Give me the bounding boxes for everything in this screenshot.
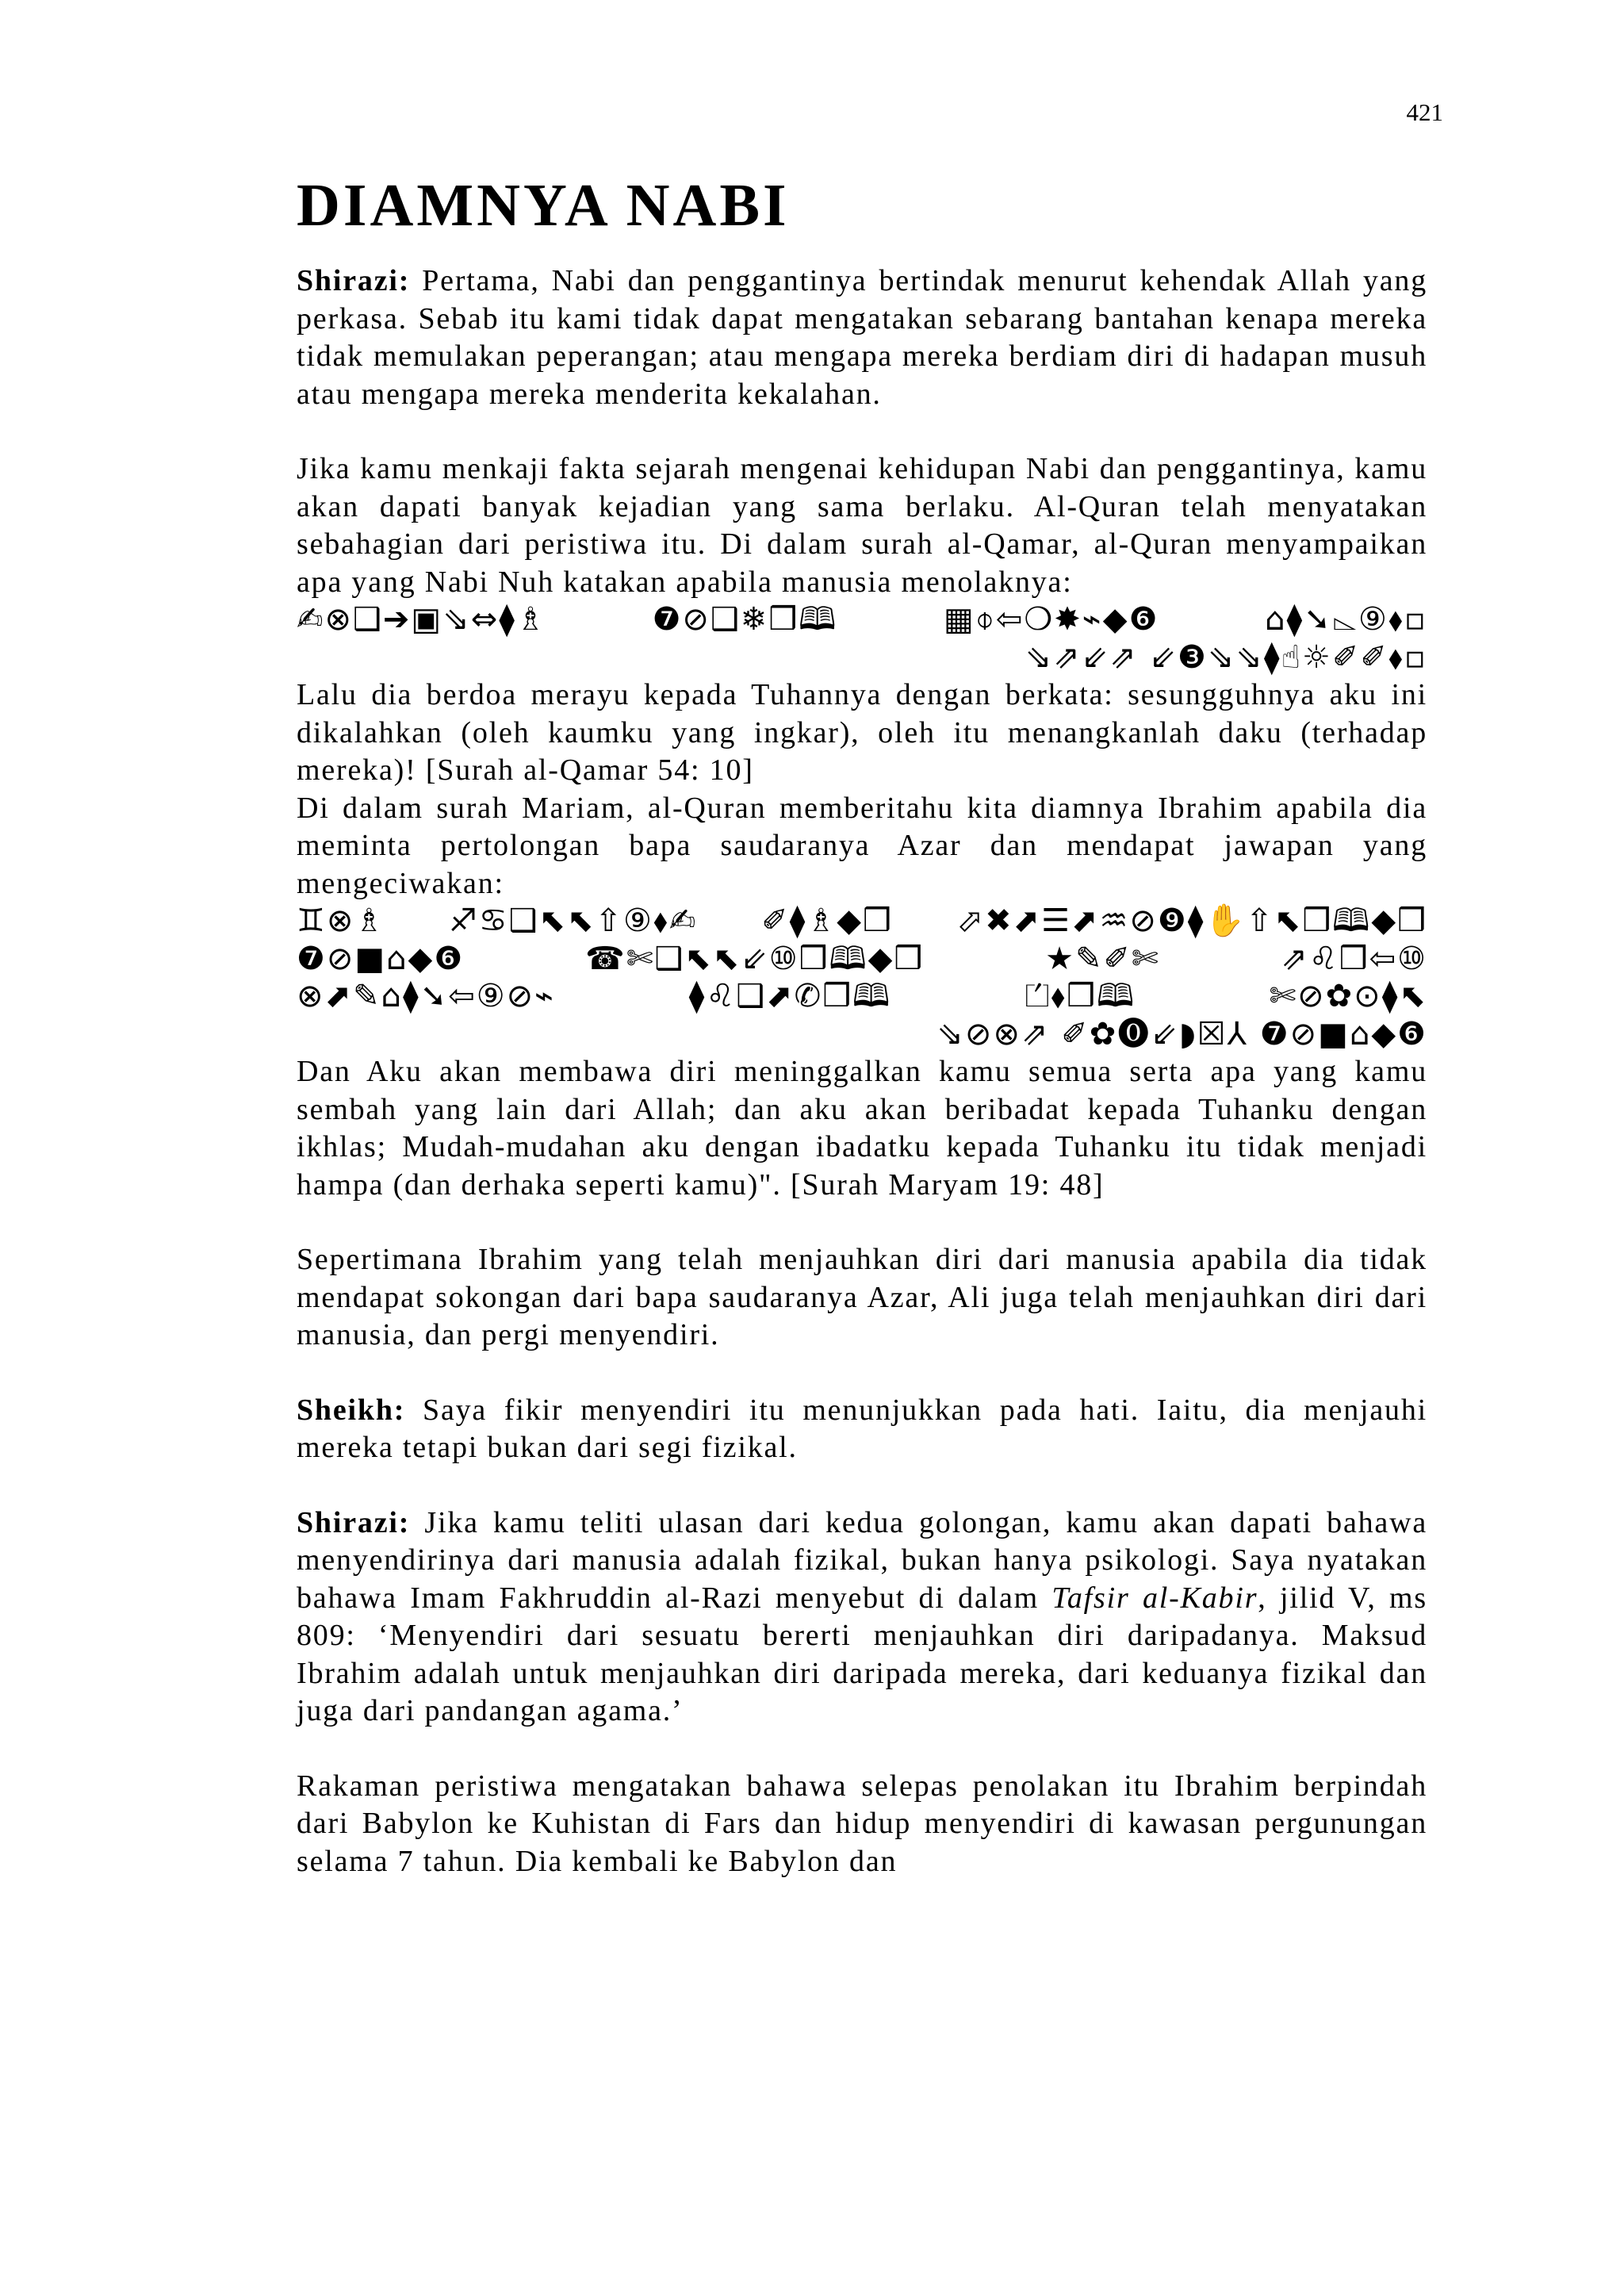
paragraph-text: Jika kamu teliti ulasan dari kedua golongan, kamu akan dapati bahawa menyendirinya dari manusia adalah fizikal, bukan hanya psikologi. Saya nyatakan bahawa Imam Fakhruddin al-Razi menyebut di dalam (297, 1505, 1427, 1615)
verse-glyph-line (297, 941, 1427, 979)
paragraph-spacer (297, 413, 1427, 450)
verse-glyph-line (297, 601, 1427, 639)
speaker-label: Sheikh: (297, 1393, 406, 1427)
verse-glyph-word: ⌂⧫➘⌳⑨⬧▫ (1265, 601, 1427, 638)
verse-glyph-word: ▦⌽⇦❍✸⌁◆❻ (944, 601, 1159, 638)
verse-glyph-word: ✐⧫♗◆❒ (761, 903, 893, 939)
paragraph-text: Pertama, Nabi dan penggantinya bertindak menurut kehendak Allah yang perkasa. Sebab itu kami tidak dapat mengatakan sebarang bantahan kenapa mereka tidak memulakan peperangan; atau mengapa mereka berdiam diri di hadapan musuh atau mengapa mereka menderita kekalahan. (297, 264, 1427, 411)
verse-glyph-line (297, 903, 1427, 941)
page-number: 421 (1406, 98, 1443, 126)
page-body (297, 172, 1427, 1880)
verse-glyph-word: ⏍⬧❒🕮 (1025, 978, 1136, 1014)
paragraph-verse-translation-2: Dan Aku akan membawa diri meninggalkan kamu semua serta apa yang kamu sembah yang lain dari Allah; dan aku akan beribadat kepada Tuhanku dengan ikhlas; Mudah-mudahan aku dengan ibadatku kepada Tuhanku itu tidak menjadi hampa (dan derhaka seperti kamu)". [Surah Maryam 19: 48] (297, 1055, 1427, 1202)
paragraph-verse-translation-1: Lalu dia berdoa merayu kepada Tuhannya dengan berkata: sesungguhnya aku ini dikalahkan (oleh kaumku yang ingkar), oleh itu menangkanlah daku (terhadap mereka)! [Surah al-Qamar 54: 10] (297, 678, 1427, 787)
verse-glyph-word: ⊗⬈✎⌂⧫➘⇦⑨⊘⌁ (297, 978, 556, 1014)
paragraph-spacer (297, 1355, 1427, 1392)
paragraph-text: Saya fikir menyendiri itu menunjukkan pada hati. Iaitu, dia menjauhi mereka tetapi bukan dari segi fizikal. (297, 1393, 1427, 1464)
verse-glyph-word: ❼⊘❑❄❒🕮 (652, 601, 838, 638)
verse-glyph-line: ⇘⊘⊗⇗ ✐✿⓿⇙◗☒⅄ ❼⊘■⌂◆❻ (936, 1015, 1427, 1052)
paragraph-text: , jilid V, ms 809: ‘Menyendiri dari sesuatu bererti menjauhkan diri daripadanya. Maksud Ibrahim adalah untuk menjauhkan diri daripada mereka, dari keduanya fizikal dan juga dari pandangan agama.’ (297, 1581, 1427, 1727)
section-title: DIAMNYA NABI (297, 172, 790, 239)
verse-glyph-word: ⇗♌❒⇦⑩ (1281, 940, 1427, 977)
paragraph-spacer (297, 1204, 1427, 1241)
paragraph-sheikh (297, 1392, 1427, 1467)
verse-glyph-word: ❼⊘■⌂◆❻ (297, 940, 465, 977)
verse-glyph-word: ⧫♌❑⬈✆❒🕮 (688, 978, 892, 1014)
speaker-label: Shirazi: (297, 264, 411, 297)
book-title: Tafsir al-Kabir (1051, 1581, 1258, 1615)
verse-glyph-word: ☎✄❑⬉⬉⇙⑩❒🕮◆❒ (585, 940, 925, 977)
paragraph-records: Rakaman peristiwa mengatakan bahawa selepas penolakan itu Ibrahim berpindah dari Babylon ke Kuhistan di Fars dan hidup menyendiri di kawasan pergunungan selama 7 tahun. Dia kembali ke Babylon dan (297, 1769, 1427, 1878)
verse-glyph-word: ♐♋❑⬉⬉⇧⑨⬧✍ (448, 903, 698, 939)
verse-glyph-word: ♊⊗♗ (297, 903, 385, 939)
paragraph-history: Jika kamu menkaji fakta sejarah mengenai kehidupan Nabi dan penggantinya, kamu akan dapati banyak kejadian yang sama berlaku. Al-Quran telah menyatakan sebahagian dari peristiwa itu. Di dalam surah al-Qamar, al-Quran menyampaikan apa yang Nabi Nuh katakan apabila manusia menolaknya: (297, 452, 1427, 599)
verse-glyph-line: ⇘⇗⇙⇗ ⇙❸⇘⇘⧫☝☼✐✐⬧▫ (1025, 638, 1427, 676)
verse-glyph-word: ✄⊘✿⊙⧫⬉ (1269, 978, 1427, 1014)
verse-glyph-word: ⬀✖⬈☰⬈♒⊘❾⧫✋⇧⬉❒🕮◆❒ (956, 903, 1427, 939)
paragraph-shirazi-2 (297, 1504, 1427, 1731)
speaker-label: Shirazi: (297, 1505, 411, 1539)
verse-glyph-line (297, 978, 1427, 1016)
paragraph-surah-mariam: Di dalam surah Mariam, al-Quran memberitahu kita diamnya Ibrahim apabila dia meminta pertolongan bapa saudaranya Azar dan mendapat jawapan yang mengeciwakan: (297, 791, 1427, 900)
verse-glyph-word: ★✎✐✄ (1045, 940, 1160, 977)
verse-glyph-word: ✍⊗❑➔▣⇘⇔⧫♗ (297, 601, 546, 638)
paragraph-spacer (297, 1731, 1427, 1768)
paragraph-ibrahim-ali: Sepertimana Ibrahim yang telah menjauhkan diri dari manusia apabila dia tidak mendapat sokongan dari bapa saudaranya Azar, Ali juga telah menjauhkan diri dari manusia, dan pergi menyendiri. (297, 1243, 1427, 1351)
paragraph-spacer (297, 1467, 1427, 1504)
paragraph-shirazi-1 (297, 263, 1427, 413)
